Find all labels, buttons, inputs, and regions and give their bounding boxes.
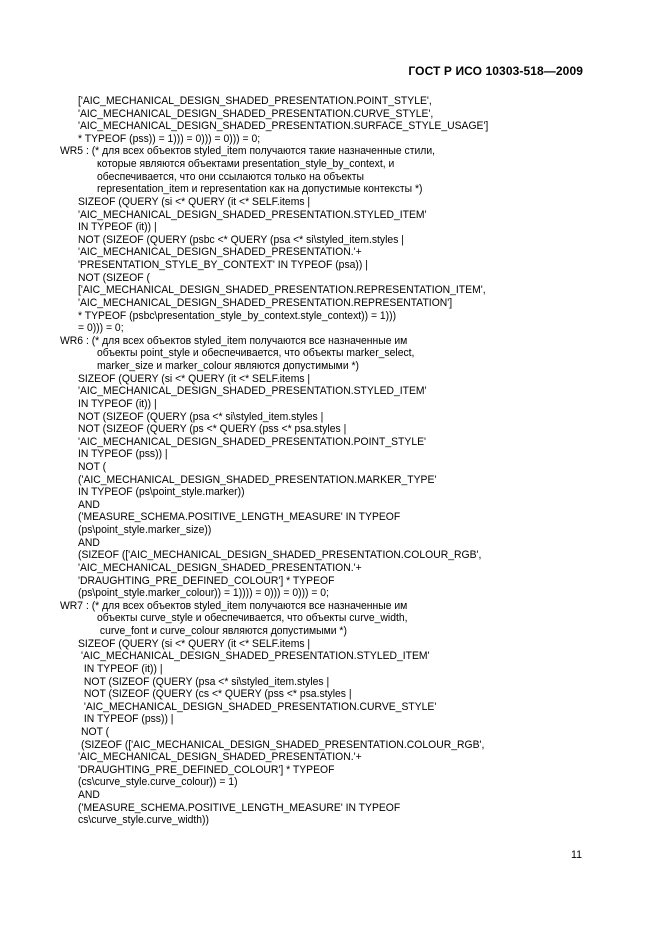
code-line: IN TYPEOF (pss)) | bbox=[78, 448, 168, 461]
code-line: 'PRESENTATION_STYLE_BY_CONTEXT' IN TYPEOF (psa)) | bbox=[78, 259, 368, 272]
code-line: 'AIC_MECHANICAL_DESIGN_SHADED_PRESENTATION.POINT_STYLE' bbox=[78, 435, 427, 448]
code-line: SIZEOF (QUERY (si <* QUERY (it <* SELF.items | bbox=[78, 372, 311, 385]
rule-label-line: WR6 : (* для всех объектов styled_item получаются все назначенные им bbox=[60, 334, 408, 347]
code-line: 'AIC_MECHANICAL_DESIGN_SHADED_PRESENTATION.STYLED_ITEM' bbox=[78, 208, 427, 221]
code-line: NOT ( bbox=[78, 460, 107, 473]
comment-line: representation_item и representation как на допустимые контексты *) bbox=[97, 183, 423, 196]
code-line: IN TYPEOF (ps\point_style.marker)) bbox=[78, 486, 245, 499]
code-line: 'AIC_MECHANICAL_DESIGN_SHADED_PRESENTATION.'+ bbox=[78, 246, 362, 259]
code-line: SIZEOF (QUERY (si <* QUERY (it <* SELF.items | bbox=[78, 637, 311, 650]
code-line: NOT ( bbox=[81, 726, 110, 738]
code-line: * TYPEOF (pss)) = 1))) = 0))) = 0))) = 0; bbox=[78, 132, 261, 145]
code-line: NOT (SIZEOF (QUERY (cs <* QUERY (pss <* psa.styles | bbox=[81, 688, 352, 701]
code-line: IN TYPEOF (it)) | bbox=[81, 662, 163, 675]
code-line: NOT (SIZEOF (QUERY (ps <* QUERY (pss <* psa.styles | bbox=[78, 423, 347, 436]
code-line: 'AIC_MECHANICAL_DESIGN_SHADED_PRESENTATION.STYLED_ITEM' bbox=[81, 650, 430, 663]
code-line: 'AIC_MECHANICAL_DESIGN_SHADED_PRESENTATION.SURFACE_STYLE_USAGE'] bbox=[78, 120, 489, 133]
rule-label-line: WR5 : (* для всех объектов styled_item получаются такие назначенные стили, bbox=[60, 145, 436, 158]
code-line: NOT (SIZEOF (QUERY (psa <* si\styled_item.styles | bbox=[81, 675, 330, 688]
code-line: AND bbox=[78, 789, 100, 802]
code-line: = 0))) = 0; bbox=[78, 322, 124, 335]
code-line: NOT (SIZEOF (QUERY (psa <* si\styled_item.styles | bbox=[78, 410, 324, 423]
code-line: NOT (SIZEOF ( bbox=[78, 271, 150, 284]
code-line: IN TYPEOF (it)) | bbox=[78, 221, 157, 234]
code-line: AND bbox=[78, 536, 100, 549]
code-line: (SIZEOF (['AIC_MECHANICAL_DESIGN_SHADED_PRESENTATION.COLOUR_RGB', bbox=[78, 549, 482, 562]
comment-line: curve_font и curve_colour являются допустимыми *) bbox=[97, 625, 347, 638]
code-line: SIZEOF (QUERY (si <* QUERY (it <* SELF.items | bbox=[78, 195, 311, 208]
code-line: * TYPEOF (psbc\presentation_style_by_context.style_context)) = 1))) bbox=[78, 309, 397, 322]
code-line: (cs\curve_style.curve_colour)) = 1) bbox=[78, 776, 238, 789]
code-line: ['AIC_MECHANICAL_DESIGN_SHADED_PRESENTATION.REPRESENTATION_ITEM', bbox=[78, 284, 486, 297]
code-line: 'DRAUGHTING_PRE_DEFINED_COLOUR'] * TYPEOF bbox=[78, 763, 335, 776]
page-number: 11 bbox=[571, 849, 582, 861]
code-line: 'AIC_MECHANICAL_DESIGN_SHADED_PRESENTATION.'+ bbox=[78, 561, 362, 574]
rule-label-line: WR7 : (* для всех объектов styled_item получаются все назначенные им bbox=[60, 599, 408, 612]
code-line: 'AIC_MECHANICAL_DESIGN_SHADED_PRESENTATION.STYLED_ITEM' bbox=[78, 385, 427, 398]
code-line: 'AIC_MECHANICAL_DESIGN_SHADED_PRESENTATION.'+ bbox=[78, 751, 362, 764]
code-line: 'AIC_MECHANICAL_DESIGN_SHADED_PRESENTATION.REPRESENTATION'] bbox=[78, 296, 453, 309]
code-line: IN TYPEOF (it)) | bbox=[78, 397, 157, 410]
comment-line: обеспечивается, что они ссылаются только на объекты bbox=[97, 170, 364, 183]
code-line: NOT (SIZEOF (QUERY (psbc <* QUERY (psa <* si\styled_item.styles | bbox=[78, 233, 404, 246]
code-line: (ps\point_style.marker_size)) bbox=[78, 524, 212, 537]
code-line: cs\curve_style.curve_width)) bbox=[78, 814, 209, 827]
comment-line: объекты curve_style и обеспечивается, что объекты curve_width, bbox=[97, 612, 408, 625]
code-line: ('AIC_MECHANICAL_DESIGN_SHADED_PRESENTATION.MARKER_TYPE' bbox=[78, 473, 437, 486]
code-line: ['AIC_MECHANICAL_DESIGN_SHADED_PRESENTATION.POINT_STYLE', bbox=[78, 95, 432, 107]
code-line: (ps\point_style.marker_colour)) = 1)))) = 0))) = 0))) = 0; bbox=[78, 587, 329, 600]
code-line: ('MEASURE_SCHEMA.POSITIVE_LENGTH_MEASURE' IN TYPEOF bbox=[78, 511, 401, 524]
code-line: ('MEASURE_SCHEMA.POSITIVE_LENGTH_MEASURE' IN TYPEOF bbox=[78, 801, 401, 814]
code-line: IN TYPEOF (pss)) | bbox=[81, 713, 174, 726]
code-line: 'AIC_MECHANICAL_DESIGN_SHADED_PRESENTATION.CURVE_STYLE' bbox=[81, 700, 437, 713]
comment-line: marker_size и marker_colour являются допустимыми *) bbox=[97, 360, 360, 373]
comment-line: объекты point_style и обеспечивается, что объекты marker_select, bbox=[97, 347, 415, 360]
code-line: 'AIC_MECHANICAL_DESIGN_SHADED_PRESENTATION.CURVE_STYLE', bbox=[78, 107, 434, 120]
code-line: (SIZEOF (['AIC_MECHANICAL_DESIGN_SHADED_PRESENTATION.COLOUR_RGB', bbox=[81, 738, 485, 751]
code-line: 'DRAUGHTING_PRE_DEFINED_COLOUR'] * TYPEOF bbox=[78, 574, 335, 587]
document-header-standard-number: ГОСТ Р ИСО 10303-518—2009 bbox=[408, 64, 583, 78]
comment-line: которые являются объектами presentation_style_by_context, и bbox=[97, 158, 395, 171]
code-line: AND bbox=[78, 498, 100, 511]
